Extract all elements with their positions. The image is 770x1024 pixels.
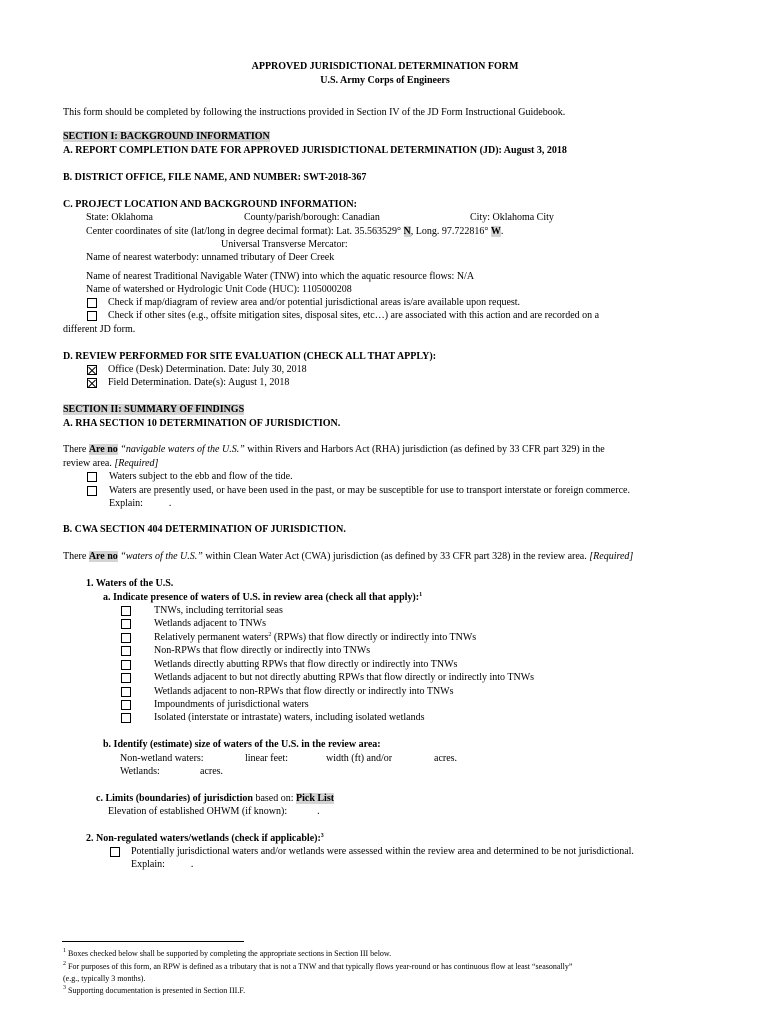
other-sites-label-cont: different JD form. [63,324,136,335]
footnote-2-text: For purposes of this form, an RPW is defined as a tributary that is not a TNW and that typically flows year-round or has continuous flow at least “seasonally” [68,962,573,971]
county-field: County/parish/borough: Canadian [244,212,380,223]
nonwetland-waters-label: Non-wetland waters: [120,753,204,764]
cwa-are-no-dropdown[interactable]: Are no [88,551,118,562]
field-determination-label: Field Determination. Date(s): August 1, 2018 [108,377,290,388]
impoundments-checkbox[interactable] [121,700,131,710]
non-regulated-text: 2. Non-regulated waters/wetlands (check if applicable): [86,833,321,844]
commerce-label: Waters are presently used, or have been used in the past, or may be susceptible for use to transport interstate or foreign commerce. [109,485,630,496]
size-estimate-heading: b. Identify (estimate) size of waters of the U.S. in the review area: [103,739,381,750]
rha-explain: Explain: . [109,498,172,509]
state-field: State: Oklahoma [86,212,153,223]
section-1-heading: SECTION I: BACKGROUND INFORMATION [63,131,270,142]
field-determination-checkbox[interactable] [87,378,97,388]
rha-rest: within Rivers and Harbors Act (RHA) jurisdiction (as defined by 33 CFR part 329) in the [247,444,605,455]
footnote-3-number: 3 [63,985,66,991]
form-title: APPROVED JURISDICTIONAL DETERMINATION FORM [251,61,519,72]
utm-field: Universal Transverse Mercator: [221,239,348,250]
rpws-label-rest: (RPWs) that flow directly or indirectly into TNWs [271,632,477,643]
intro-text: This form should be completed by following the instructions provided in Section IV of the JD Form Instructional Guidebook. [63,107,566,118]
nearest-tnw: Name of nearest Traditional Navigable Water (TNW) into which the aquatic resource flows: N/A [86,271,475,282]
rha-required: [Required] [114,458,159,469]
rha-statement [63,444,605,456]
coordinates-line: Center coordinates of site (lat/long in degree decimal format): Lat. 35.563529° N, Long. 97.722816° W. [86,226,504,237]
section-2-heading: SECTION II: SUMMARY OF FINDINGS [63,404,245,415]
ebb-flow-checkbox[interactable] [87,472,97,482]
limits-jurisdiction [96,793,334,805]
potentially-jurisdictional-checkbox[interactable] [110,847,120,857]
footnote-1-text: Boxes checked below shall be supported by completing the appropriate sections in Section III below. [68,949,392,958]
wetlands-not-abutting-rpws-checkbox[interactable] [121,673,131,683]
wetlands-not-abutting-rpws-label: Wetlands adjacent to but not directly abutting RPWs that flow directly or indirectly into TNWs [154,672,535,683]
tnws-label: TNWs, including territorial seas [154,605,283,616]
limits-pick-list-dropdown[interactable]: Pick List [296,793,335,804]
ohwm-dot: . [317,806,320,817]
ns-dropdown[interactable]: N [403,226,411,237]
ew-dropdown[interactable]: W [490,226,501,237]
city-field: City: Oklahoma City [470,212,554,223]
cwa-required: [Required] [589,551,634,562]
footnote-1 [63,948,391,960]
non-rpws-checkbox[interactable] [121,646,131,656]
footnote-ref-2: 2 [268,632,272,638]
wetlands-abutting-rpws-label: Wetlands directly abutting RPWs that flow directly or indirectly into TNWs [154,659,458,670]
report-completion-date: A. REPORT COMPLETION DATE FOR APPROVED JURISDICTIONAL DETERMINATION (JD): August 3, 2018 [63,145,567,156]
non-regulated-explain-dot: . [190,859,194,870]
footnote-1-number: 1 [63,948,66,954]
wetlands-adjacent-non-rpws-checkbox[interactable] [121,687,131,697]
rha-heading: A. RHA SECTION 10 DETERMINATION OF JURISDICTION. [63,418,341,429]
wetlands-adjacent-tnws-checkbox[interactable] [121,619,131,629]
width-label: width (ft) and/or [326,753,393,764]
waters-us-heading: 1. Waters of the U.S. [86,578,174,589]
cwa-rest: within Clean Water Act (CWA) jurisdiction (as defined by 33 CFR part 328) in the review area. [205,551,587,562]
footnote-2 [63,961,572,973]
district-office-file: B. DISTRICT OFFICE, FILE NAME, AND NUMBER: SWT-2018-367 [63,172,367,183]
wetlands-adjacent-non-rpws-label: Wetlands adjacent to non-RPWs that flow directly or indirectly into TNWs [154,686,454,697]
non-regulated-explain-label: Explain: [131,859,165,870]
footnote-2-cont: (e.g., typically 3 months). [63,974,146,983]
review-performed-heading: D. REVIEW PERFORMED FOR SITE EVALUATION (CHECK ALL THAT APPLY): [63,351,437,362]
cwa-quote: “waters of the U.S.” [120,551,203,562]
potentially-jurisdictional-label: Potentially jurisdictional waters and/or wetlands were assessed within the review area and determined to be not jurisdictional. [131,846,634,857]
nearest-waterbody: Name of nearest waterbody: unnamed tributary of Deer Creek [86,252,335,263]
ohwm-line [108,806,320,818]
cwa-there: There [63,551,87,562]
tnws-checkbox[interactable] [121,606,131,616]
office-determination-label: Office (Desk) Determination. Date: July 30, 2018 [108,364,307,375]
nonwetland-acres-label: acres. [434,753,458,764]
map-available-label: Check if map/diagram of review area and/or potential jurisdictional areas is/are available upon request. [108,297,521,308]
coordinates-long: , Long. 97.722816° [410,226,489,237]
non-regulated-heading [86,833,324,845]
footnote-3 [63,985,245,997]
footnote-divider [62,941,244,942]
rha-quote: “navigable waters of the U.S.” [120,444,245,455]
non-rpws-label: Non-RPWs that flow directly or indirectly into TNWs [154,645,371,656]
impoundments-label: Impoundments of jurisdictional waters [154,699,309,710]
isolated-waters-label: Isolated (interstate or intrastate) waters, including isolated wetlands [154,712,425,723]
indicate-presence-text: a. Indicate presence of waters of U.S. in review area (check all that apply): [103,592,420,603]
linear-feet-label: linear feet: [245,753,289,764]
indicate-presence-heading [103,592,422,604]
cwa-heading: B. CWA SECTION 404 DETERMINATION OF JURISDICTION. [63,524,346,535]
footnote-2-number: 2 [63,961,66,967]
commerce-checkbox[interactable] [87,486,97,496]
other-sites-checkbox[interactable] [87,311,97,321]
project-location-heading: C. PROJECT LOCATION AND BACKGROUND INFORMATION: [63,199,357,210]
limits-based-on: based on: [255,793,294,804]
rha-are-no-dropdown[interactable]: Are no [88,444,118,455]
wetlands-abutting-rpws-checkbox[interactable] [121,660,131,670]
isolated-waters-checkbox[interactable] [121,713,131,723]
footnote-ref-3: 3 [320,833,324,839]
rpws-label-text: Relatively permanent waters [154,632,269,643]
rha-there: There [63,444,87,455]
ohwm-label: Elevation of established OHWM (if known): [108,806,288,817]
form-subtitle: U.S. Army Corps of Engineers [320,75,450,86]
footnote-3-text: Supporting documentation is presented in Section III.F. [68,986,246,995]
cwa-statement [63,551,633,563]
rpws-label [154,632,476,644]
watershed-huc: Name of watershed or Hydrologic Unit Code (HUC): 1105000208 [86,284,352,295]
wetlands-adjacent-tnws-label: Wetlands adjacent to TNWs [154,618,267,629]
coordinates-lat: Center coordinates of site (lat/long in degree decimal format): Lat. 35.563529° [86,226,402,237]
rha-review-area: review area. [63,458,112,469]
wetlands-size-label: Wetlands: [120,766,160,777]
non-regulated-explain [131,859,193,871]
footnote-ref-1: 1 [419,592,423,598]
limits-label: c. Limits (boundaries) of jurisdiction [96,793,253,804]
other-sites-label: Check if other sites (e.g., offsite mitigation sites, disposal sites, etc…) are associated with this action and are recorded on a [108,310,600,321]
ebb-flow-label: Waters subject to the ebb and flow of the tide. [109,471,293,482]
office-determination-checkbox[interactable] [87,365,97,375]
rha-statement-cont [63,458,158,470]
rpws-checkbox[interactable] [121,633,131,643]
wetlands-acres-label: acres. [200,766,224,777]
rha-explain-label: Explain: [109,498,143,509]
map-available-checkbox[interactable] [87,298,97,308]
